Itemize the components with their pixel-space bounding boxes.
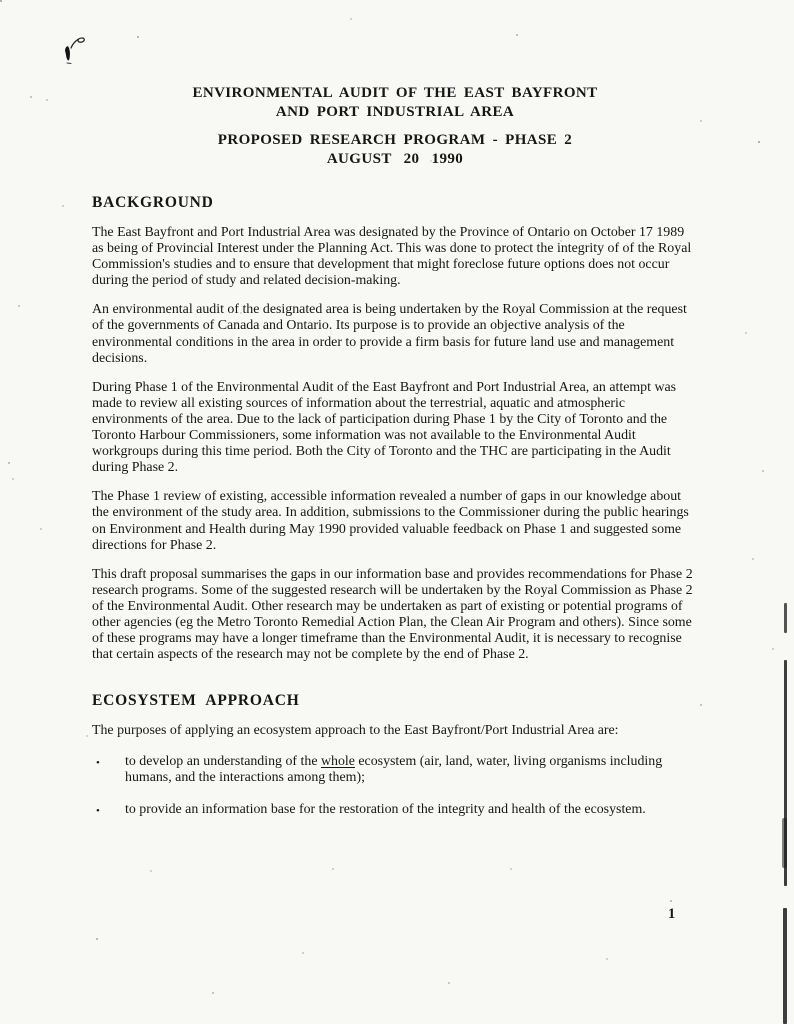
section-ecosystem-approach (92, 691, 698, 817)
list-item (92, 754, 698, 786)
section-heading-ecosystem-approach: ECOSYSTEM APPROACH (92, 692, 300, 710)
background-paragraph-3: During Phase 1 of the Environmental Audit of the East Bayfront and Port Industrial Area, an attempt was made to review all existing sources of information about the terrestrial, aquatic and atmospheric environments of the area. Due to the lack of participation during Phase 1 by the City of Toronto and the Toronto Harbour Commissioners, some information was not available to the Environmental Audit workgroups during this time period. Both the City of Toronto and the THC are participating in the Audit during Phase 2. (92, 379, 677, 476)
scan-edge-streak (784, 603, 787, 633)
title-line-2: AND PORT INDUSTRIAL AREA (275, 104, 515, 120)
scan-noise-speckles (0, 0, 2, 2)
background-paragraph-5: This draft proposal summarises the gaps in our information base and provides recommendations for Phase 2 research programs. Some of the suggested research will be undertaken by the Royal Commission as Phase 2 of the Environmental Audit. Other research may be undertaken as part of existing or potential programs of other agencies (eg the Metro Toronto Remedial Action Plan, the Clean Air Program and others). Since some of these programs may have a longer timeframe than the Environmental Audit, it is necessary to recognise that certain aspects of the research may not be complete by the end of Phase 2. (92, 566, 693, 663)
scan-edge-streak (783, 908, 787, 1024)
ecosystem-intro-paragraph: The purposes of applying an ecosystem approach to the East Bayfront/Port Industrial Area are: (92, 723, 619, 739)
bullet-icon: • (96, 804, 100, 817)
bullet-icon: • (96, 757, 100, 770)
background-paragraph-1: The East Bayfront and Port Industrial Area was designated by the Province of Ontario on October 17 1989 as being of Provincial Interest under the Planning Act. This was done to protect the integrity of of the Royal Commission's studies and to ensure that development that might foreclose future options does not occur during the period of study and related decision-making. (92, 225, 692, 289)
scan-edge-streak (782, 818, 787, 868)
section-heading-background: BACKGROUND (92, 194, 214, 211)
ecosystem-purpose-list (92, 754, 698, 817)
document-subtitle (92, 131, 698, 169)
bullet-text-post: ecosystem (air, land, water, living organisms including humans, and the interactions among them); (125, 754, 663, 786)
bullet-text-underlined: whole (320, 754, 355, 770)
subtitle-date-line: AUGUST 20 1990 (326, 151, 464, 167)
document-title (92, 84, 698, 122)
subtitle-line-1: PROPOSED RESEARCH PROGRAM - PHASE 2 (217, 132, 573, 148)
background-paragraph-4: The Phase 1 review of existing, accessible information revealed a number of gaps in our knowledge about the environment of the study area. In addition, submissions to the Commissioner during the public hearings on Environment and Health during May 1990 provided valuable feedback on Phase 1 and suggested some directions for Phase 2. (92, 489, 689, 553)
bullet-text-pre: to develop an understanding of the (125, 754, 321, 770)
page-number: 1 (668, 906, 676, 922)
background-paragraph-2: An environmental audit of the designated area is being undertaken by the Royal Commission at the request of the governments of Canada and Ontario. Its purpose is to provide an objective analysis of the environmental conditions in the area in order to provide a firm basis for future land use and management decisions. (92, 302, 687, 366)
bullet-text-post: to provide an information base for the restoration of the integrity and health of the ecosystem. (125, 801, 646, 817)
list-item (92, 802, 698, 818)
section-background (92, 193, 698, 663)
title-line-1: ENVIRONMENTAL AUDIT OF THE EAST BAYFRONT (192, 85, 598, 101)
